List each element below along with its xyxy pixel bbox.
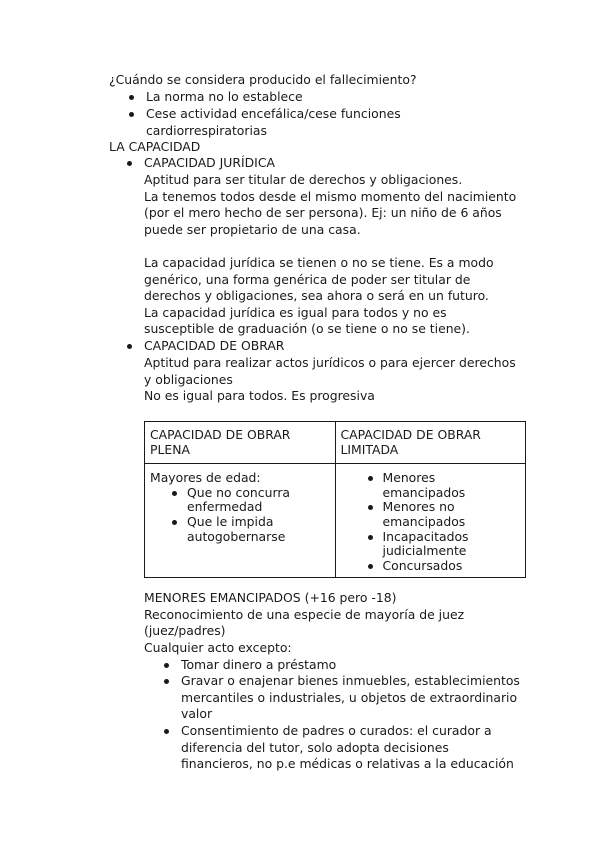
list-item: [383, 500, 521, 529]
list-item: [383, 471, 521, 500]
list-item-text: valor: [181, 706, 213, 722]
list-item-text: Que no concurra: [187, 484, 291, 500]
paragraph-line: No es igual para todos. Es progresiva: [144, 388, 375, 404]
list-item-text: Gravar o enajenar bienes inmuebles, establecimientos: [181, 673, 520, 688]
list-item: [146, 89, 303, 106]
paragraph: [144, 255, 494, 338]
list-item-text: enfermedad: [187, 499, 263, 515]
list-item: [383, 559, 521, 574]
paragraph-line: Reconocimiento de una especie de mayoría de juez: [144, 606, 465, 622]
emancipados-heading: MENORES EMANCIPADOS (+16 pero -18): [144, 590, 397, 605]
list-item: [181, 673, 520, 723]
paragraph-line: La capacidad jurídica se tienen o no se tiene. Es a modo: [144, 255, 494, 270]
section-title-text: LA CAPACIDAD: [109, 139, 201, 154]
list-item-text: mercantiles o industriales, u objetos de extraordinario: [181, 689, 518, 705]
paragraph-line: Cualquier acto excepto:: [144, 639, 292, 655]
list-item-text: Concursados: [382, 557, 463, 573]
table-header-row: [145, 422, 526, 464]
list-item-text: Que le impida: [187, 513, 274, 529]
table-cell: [335, 464, 526, 578]
list-item-text: La norma no lo establece: [146, 89, 303, 104]
paragraph: [144, 355, 516, 405]
list-item-text: Menores: [382, 470, 436, 486]
cell-list: [341, 471, 521, 573]
list-item-text: Tomar dinero a préstamo: [181, 657, 337, 672]
subsection-heading-juridica: [144, 155, 275, 172]
header-line: CAPACIDAD DE OBRAR: [150, 427, 291, 442]
table-cell: [145, 464, 336, 578]
paragraph-line: (por el mero hecho de ser persona). Ej: un niño de 6 años: [144, 205, 502, 221]
capacity-table: [144, 421, 526, 578]
list-item-text: Incapacitados: [382, 528, 469, 544]
list-item-text: emancipados: [382, 484, 466, 500]
table-header-cell: [335, 422, 526, 464]
paragraph-line: La tenemos todos desde el mismo momento del nacimiento: [144, 188, 517, 204]
list-item-text: diferencia del tutor, solo adopta decisiones: [181, 739, 449, 755]
header-line: PLENA: [150, 441, 190, 457]
cell-list: [150, 486, 330, 544]
paragraph-line: derechos y obligaciones, sea ahora o será en un futuro.: [144, 288, 489, 304]
list-item-text: financieros, no p.e médicas o relativas a la educación: [181, 756, 514, 772]
paragraph-line: La capacidad jurídica es igual para todos y no es: [144, 304, 447, 320]
list-item-text: Consentimiento de padres o curados: el curador a: [181, 723, 492, 738]
paragraph-line: puede ser propietario de una casa.: [144, 221, 361, 237]
table-header-cell: [145, 422, 336, 464]
list-item-text: Menores no: [382, 499, 455, 515]
question-text: ¿Cuándo se considera producido el fallecimiento?: [109, 72, 417, 87]
list-item-text: emancipados: [382, 513, 466, 529]
emancipados-block: [144, 590, 464, 656]
header-line: CAPACIDAD DE OBRAR: [340, 427, 481, 442]
list-item: [181, 657, 336, 674]
paragraph-line: Aptitud para realizar actos jurídicos o para ejercer derechos: [144, 355, 516, 370]
list-item: [383, 530, 521, 559]
paragraph-line: susceptible de graduación (o se tiene o no se tiene).: [144, 321, 470, 337]
header-line: LIMITADA: [340, 441, 399, 457]
table-row: [145, 464, 526, 578]
paragraph-line: (juez/padres): [144, 623, 226, 639]
cell-intro: Mayores de edad:: [150, 470, 261, 486]
subsection-heading-text: CAPACIDAD DE OBRAR: [144, 338, 285, 353]
list-item: [187, 486, 330, 515]
list-item: [187, 515, 330, 544]
list-item-text: judicialmente: [382, 543, 467, 559]
paragraph-line: genérico, una forma genérica de poder ser titular de: [144, 271, 471, 287]
list-item: [181, 723, 514, 773]
paragraph: [144, 172, 516, 238]
list-item: [146, 106, 401, 139]
paragraph-line: Aptitud para ser titular de derechos y obligaciones.: [144, 172, 463, 187]
subsection-heading-obrar: [144, 338, 284, 355]
paragraph-line: y obligaciones: [144, 371, 233, 387]
list-item-text: cardiorrespiratorias: [146, 122, 267, 138]
section-title: [109, 139, 200, 156]
question-line: [109, 72, 417, 89]
subsection-heading-text: CAPACIDAD JURÍDICA: [144, 155, 275, 170]
list-item-text: autogobernarse: [187, 528, 286, 544]
list-item-text: Cese actividad encefálica/cese funciones: [146, 106, 401, 121]
